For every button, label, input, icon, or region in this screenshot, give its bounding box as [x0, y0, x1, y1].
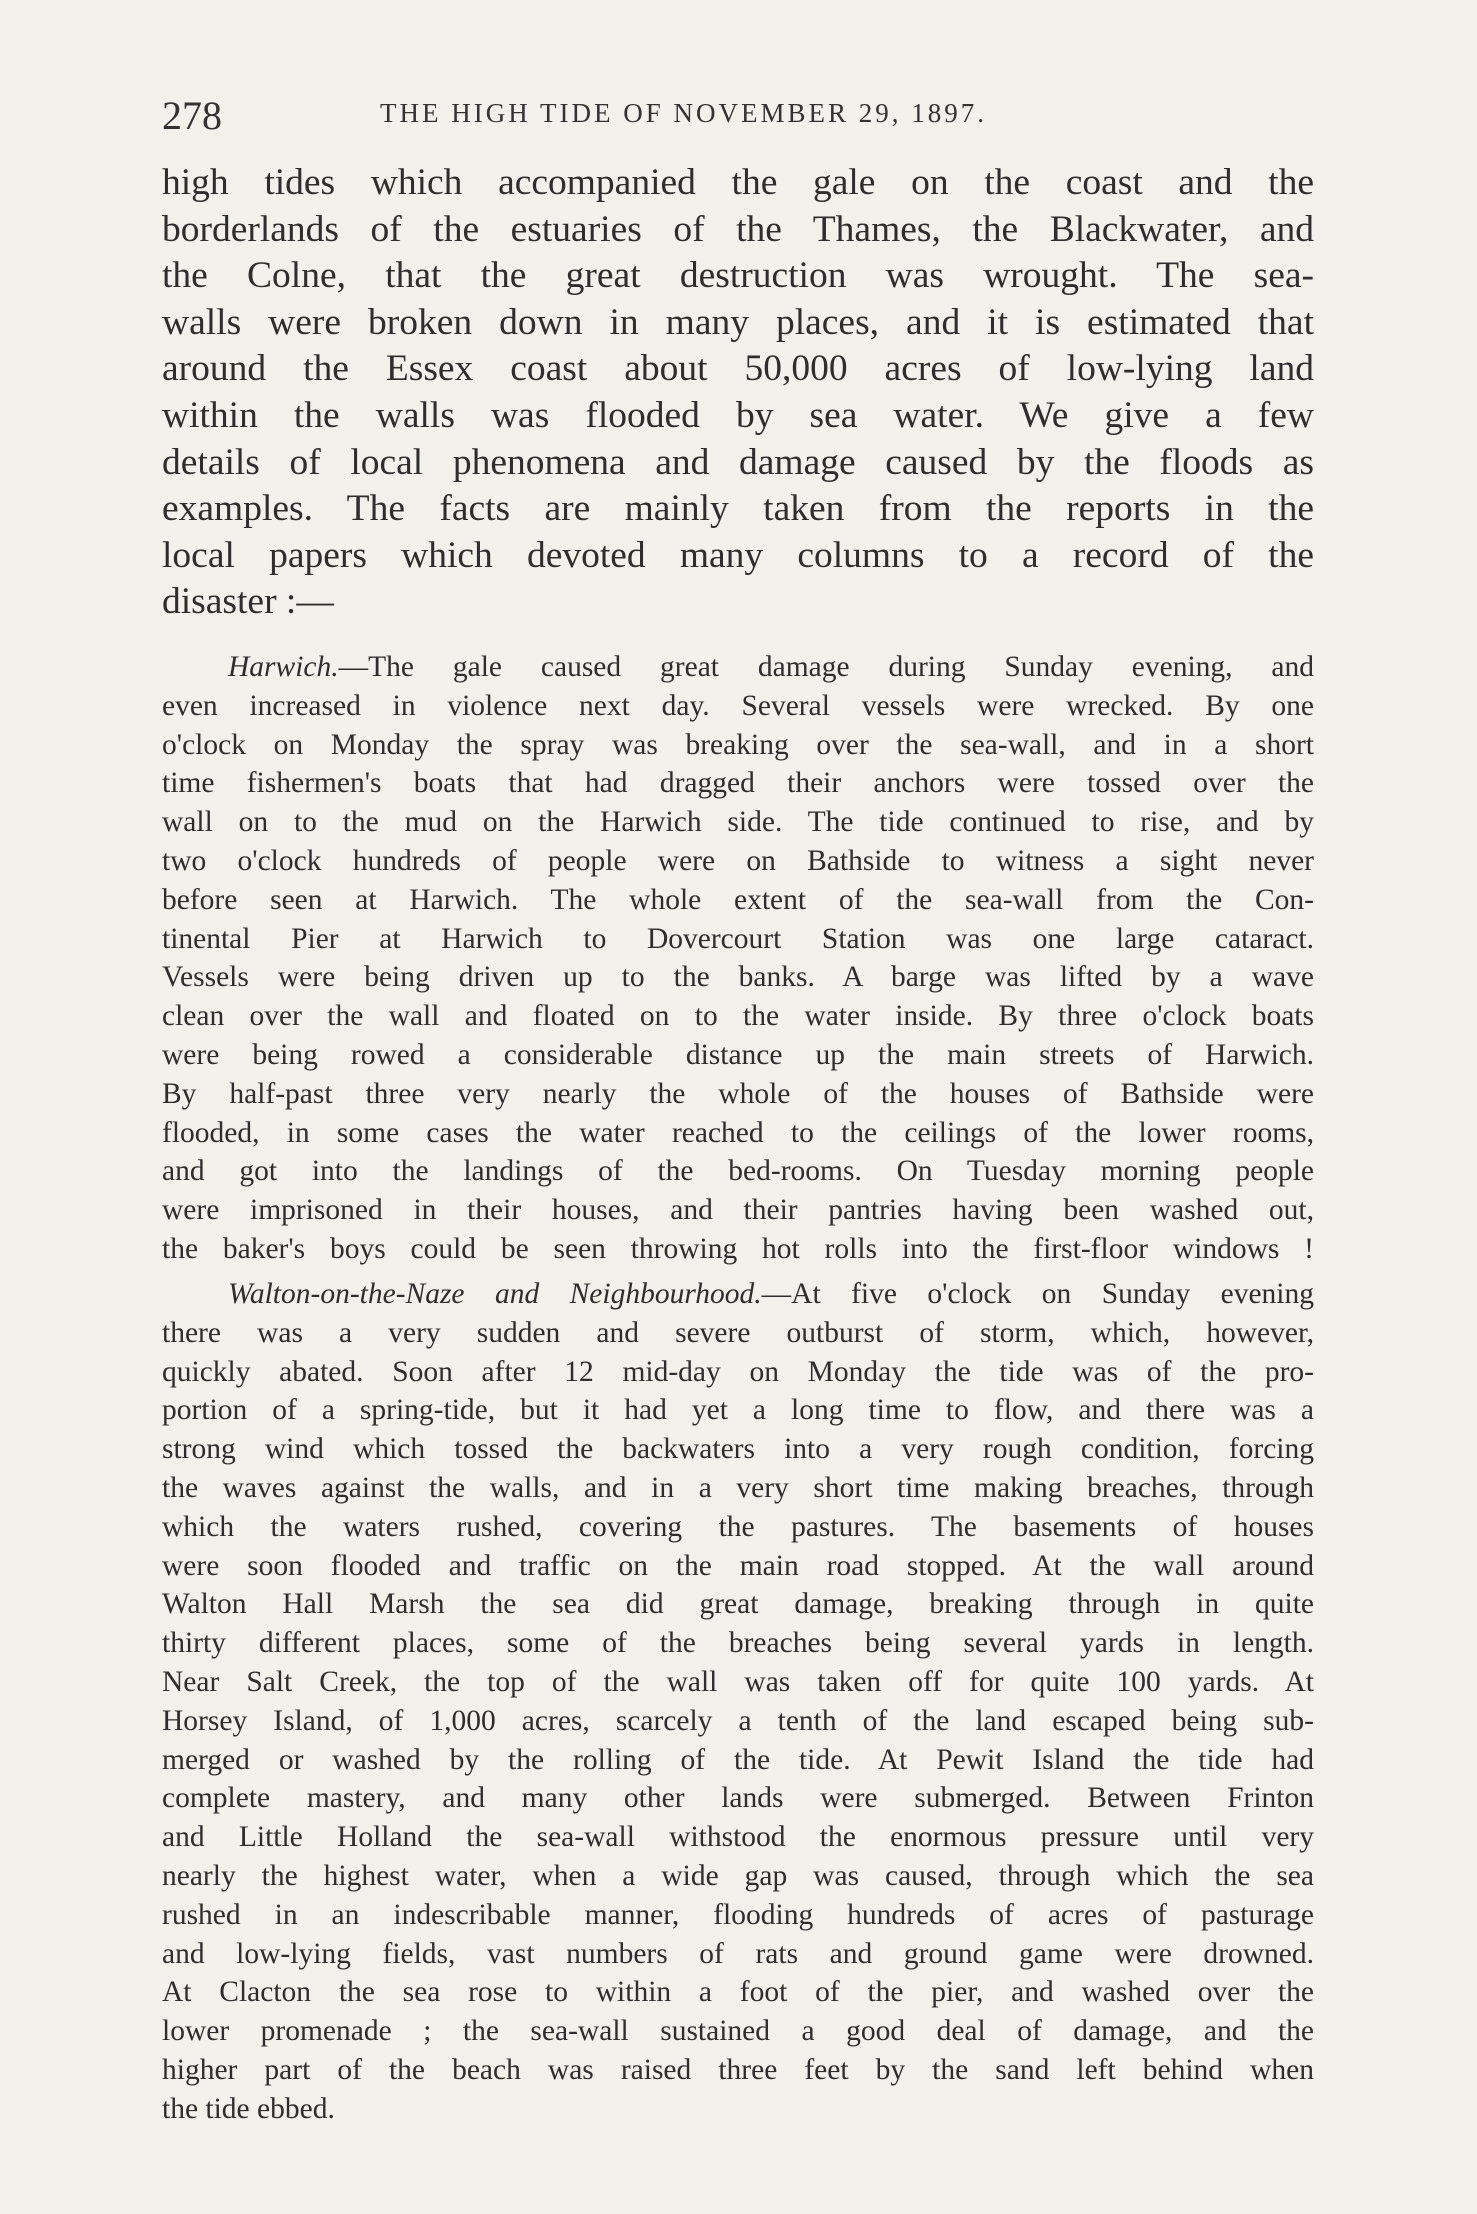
harwich-first-line — [162, 648, 1314, 687]
harwich-line: two o'clock hundreds of people were on Bathside to witness a sight never — [162, 844, 1314, 877]
walton-line: complete mastery, and many other lands were submerged. Between Frinton — [162, 1782, 1314, 1815]
walton-line: Walton Hall Marsh the sea did great damage, breaking through in quite — [162, 1588, 1314, 1621]
harwich-line: wall on to the mud on the Harwich side. The tide continued to rise, and by — [162, 806, 1314, 839]
harwich-line: time fishermen's boats that had dragged their anchors were tossed over the — [162, 767, 1314, 800]
harwich-line: flooded, in some cases the water reached to the ceilings of the lower rooms, — [162, 1116, 1314, 1149]
walton-line: lower promenade ; the sea-wall sustained a good deal of damage, and the — [162, 2015, 1314, 2048]
harwich-heading: Harwich. — [228, 651, 339, 683]
intro-paragraph — [162, 160, 1314, 626]
harwich-line: even increased in violence next day. Several vessels were wrecked. By one — [162, 689, 1314, 722]
walton-line: were soon flooded and traffic on the main road stopped. At the wall around — [162, 1549, 1314, 1582]
walton-line: higher part of the beach was raised three feet by the sand left behind when — [162, 2053, 1314, 2086]
harwich-line: By half-past three very nearly the whole of the houses of Bathside were — [162, 1077, 1314, 1110]
walton-line: quickly abated. Soon after 12 mid-day on Monday the tide was of the pro- — [162, 1355, 1314, 1388]
running-head — [162, 92, 1312, 138]
harwich-first-line-text: —The gale caused great damage during Sunday evening, and — [338, 651, 1314, 683]
running-title: THE HIGH TIDE OF NOVEMBER 29, 1897. — [380, 98, 987, 128]
intro-line: disaster :— — [162, 581, 334, 623]
intro-line: high tides which accompanied the gale on the coast and the — [162, 162, 1314, 203]
harwich-paragraph — [162, 648, 1314, 1269]
walton-line: the tide ebbed. — [162, 2092, 335, 2125]
walton-line: and Little Holland the sea-wall withstood the enormous pressure until very — [162, 1821, 1314, 1854]
harwich-line: the baker's boys could be seen throwing hot rolls into the first-floor windows ! — [162, 1232, 1314, 1265]
walton-paragraph — [162, 1275, 1314, 2129]
walton-line: nearly the highest water, when a wide gap was caused, through which the sea — [162, 1859, 1314, 1892]
harwich-line: clean over the wall and floated on to the water inside. By three o'clock boats — [162, 1000, 1314, 1033]
walton-first-line-text: —At five o'clock on Sunday evening — [761, 1278, 1314, 1310]
walton-line: Horsey Island, of 1,000 acres, scarcely a tenth of the land escaped being sub- — [162, 1704, 1314, 1737]
walton-line: Near Salt Creek, the top of the wall was taken off for quite 100 yards. At — [162, 1665, 1314, 1698]
harwich-line: were being rowed a considerable distance up the main streets of Harwich. — [162, 1038, 1314, 1071]
harwich-line: were imprisoned in their houses, and their pantries having been washed out, — [162, 1194, 1314, 1227]
walton-line: thirty different places, some of the breaches being several yards in length. — [162, 1627, 1314, 1660]
walton-line: rushed in an indescribable manner, flooding hundreds of acres of pasturage — [162, 1898, 1314, 1931]
walton-first-line — [162, 1275, 1314, 1314]
walton-line: At Clacton the sea rose to within a foot of the pier, and washed over the — [162, 1976, 1314, 2009]
intro-line: examples. The facts are mainly taken from the reports in the — [162, 488, 1314, 530]
walton-line: strong wind which tossed the backwaters into a very rough condition, forcing — [162, 1433, 1314, 1466]
harwich-line: Vessels were being driven up to the banks. A barge was lifted by a wave — [162, 961, 1314, 994]
intro-line: walls were broken down in many places, and it is estimated that — [162, 301, 1314, 343]
intro-line: local papers which devoted many columns to a record of the — [162, 534, 1314, 576]
intro-line: the Colne, that the great destruction was wrought. The sea- — [162, 255, 1314, 297]
intro-line: details of local phenomena and damage caused by the floods as — [162, 441, 1314, 483]
walton-line: the waves against the walls, and in a very short time making breaches, through — [162, 1471, 1314, 1504]
walton-line: portion of a spring-tide, but it had yet a long time to flow, and there was a — [162, 1394, 1314, 1427]
intro-line: around the Essex coast about 50,000 acres of low-lying land — [162, 348, 1314, 390]
harwich-line: before seen at Harwich. The whole extent of the sea-wall from the Con- — [162, 883, 1314, 916]
intro-line: within the walls was flooded by sea water. We give a few — [162, 394, 1314, 436]
walton-heading: Walton-on-the-Naze and Neighbourhood. — [228, 1278, 762, 1310]
intro-line: borderlands of the estuaries of the Thames, the Blackwater, and — [162, 208, 1314, 250]
harwich-line: tinental Pier at Harwich to Dovercourt Station was one large cataract. — [162, 922, 1314, 955]
page-number: 278 — [162, 93, 222, 138]
harwich-line: and got into the landings of the bed-rooms. On Tuesday morning people — [162, 1155, 1314, 1188]
walton-line: and low-lying fields, vast numbers of rats and ground game were drowned. — [162, 1937, 1314, 1970]
walton-line: there was a very sudden and severe outburst of storm, which, however, — [162, 1316, 1314, 1349]
harwich-line: o'clock on Monday the spray was breaking over the sea-wall, and in a short — [162, 728, 1314, 761]
walton-line: which the waters rushed, covering the pastures. The basements of houses — [162, 1510, 1314, 1543]
walton-line: merged or washed by the rolling of the tide. At Pewit Island the tide had — [162, 1743, 1314, 1776]
